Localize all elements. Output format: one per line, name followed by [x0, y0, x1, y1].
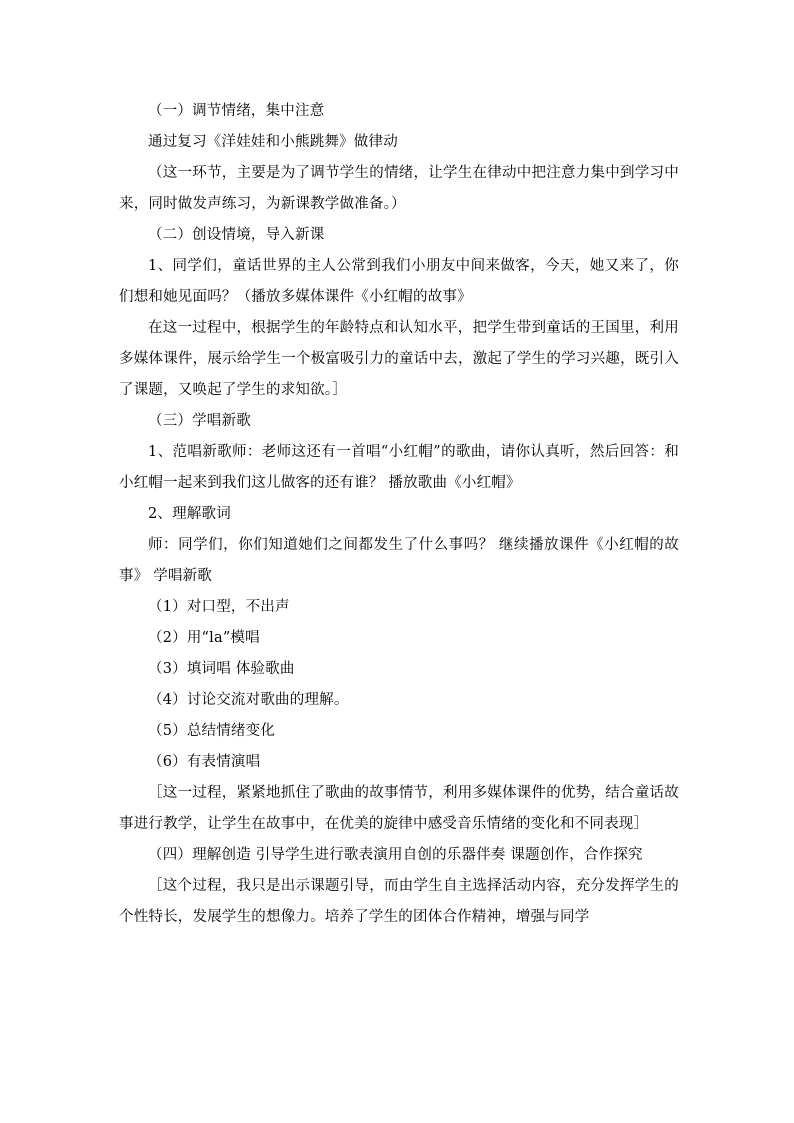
list-item-step-4: （4）讨论交流对歌曲的理解。 — [148, 692, 349, 708]
list-item-step-2: （2）用“la”模唱 — [148, 630, 260, 646]
paragraph-note-2: 在这一过程中，根据学生的年龄特点和认知水平，把学生带到童话的王国里，利用多媒体课件，展示给学生一个极富吸引力的童话中去，激起了学生的学习兴趣，既引入了课题，又唤起了学生的求知欲。］ — [119, 320, 679, 398]
document-body — [119, 96, 679, 933]
list-item-step-1: （1）对口型，不出声 — [148, 599, 290, 615]
paragraph-understand-lyrics: 2、理解歌词 — [148, 506, 231, 522]
list-item-step-5: （5）总结情绪变化 — [148, 723, 276, 739]
paragraph-demo-singing: 1、范唱新歌师：老师这还有一首唱“小红帽”的歌曲，请你认真听，然后回答：和小红帽一起来到我们这儿做客的还有谁？ 播放歌曲《小红帽》 — [119, 444, 679, 491]
paragraph-note-3: ［这一过程，紧紧地抓住了歌曲的故事情节，利用多媒体课件的优势，结合童话故事进行教学，让学生在故事中，在优美的旋律中感受音乐情绪的变化和不同表现］ — [119, 785, 679, 832]
paragraph-intro-question: 1、同学们，童话世界的主人公常到我们小朋友中间来做客，今天，她又来了，你们想和她见面吗？（播放多媒体课件《小红帽的故事》 — [119, 258, 679, 305]
section-heading-1: （一）调节情绪，集中注意 — [148, 103, 325, 119]
paragraph-note-4: ［这个过程，我只是出示课题引导，而由学生自主选择活动内容，充分发挥学生的个性特长，发展学生的想像力。培养了学生的团体合作精神，增强与同学 — [119, 878, 679, 925]
paragraph-review-rhythm: 通过复习《洋娃娃和小熊跳舞》做律动 — [148, 134, 398, 150]
paragraph-teacher-question: 师：同学们，你们知道她们之间都发生了什么事吗？ 继续播放课件《小红帽的故事》 学唱新歌 — [119, 537, 679, 584]
section-heading-2: （二）创设情境，导入新课 — [148, 227, 325, 243]
paragraph-note-1: （这一环节，主要是为了调节学生的情绪，让学生在律动中把注意力集中到学习中来，同时做发声练习，为新课教学做准备。） — [119, 165, 679, 212]
list-item-step-6: （6）有表情演唱 — [148, 754, 261, 770]
section-heading-4: （四）理解创造 引导学生进行歌表演用自创的乐器伴奏 课题创作，合作探究 — [148, 847, 643, 863]
section-heading-3: （三）学唱新歌 — [148, 413, 251, 429]
list-item-step-3: （3）填词唱 体验歌曲 — [148, 661, 295, 677]
